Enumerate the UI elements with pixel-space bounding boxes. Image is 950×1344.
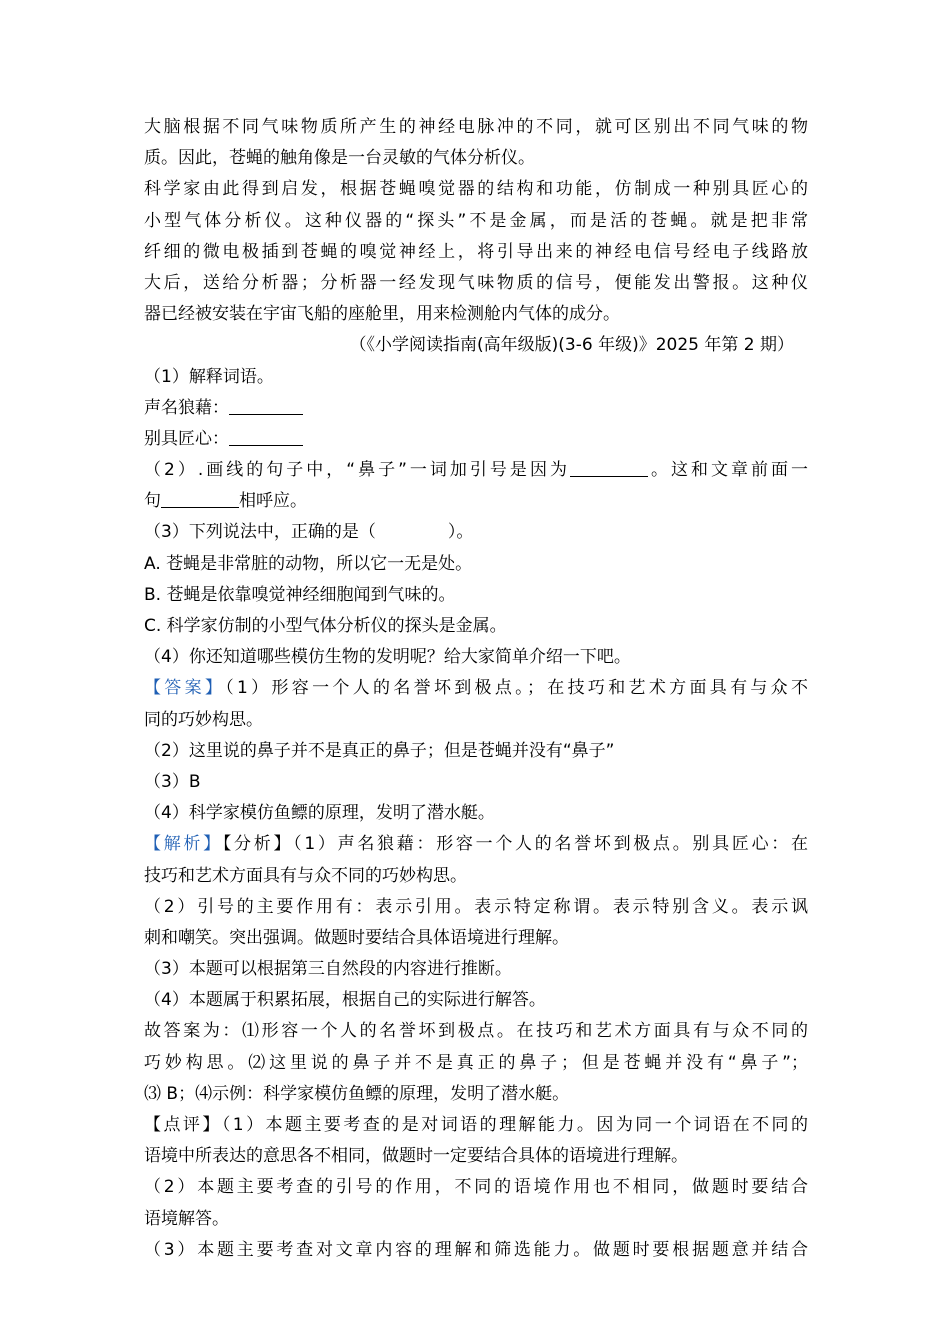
document-page [144,112,808,1266]
analysis-tag: 【解析】 [144,834,223,855]
analysis-line [144,829,808,860]
word-label: 声名狼藉： [144,397,229,418]
question-4: （4）你还知道哪些模仿生物的发明呢？给大家简单介绍一下吧。 [144,647,631,668]
question-text: 句 [144,491,161,512]
answer-line [144,673,808,704]
answer-line: （4）科学家模仿鱼鳔的原理，发明了潜水艇。 [144,803,495,824]
answer-text: （1）形容一个人的名誉坏到极点。；在技巧和艺术方面具有与众不 [225,678,808,699]
question-text: 相呼应。 [239,491,307,512]
question-3 [144,517,808,548]
passage-source: （《小学阅读指南(高年级版)(3-6 年级)》2025 年第 2 期） [349,335,794,356]
answer-blank[interactable] [229,396,303,415]
passage-line: 小型气体分析仪。这种仪器的“探头”不是金属，而是活的苍蝇。就是把非常 [144,210,808,231]
option-b: B. 苍蝇是依靠嗅觉神经细胞闻到气味的。 [144,584,456,605]
question-text: 。这和文章前面一 [647,460,808,481]
question-1-word-2 [144,424,808,455]
analysis-line: （4）本题属于积累拓展，根据自己的实际进行解答。 [144,990,546,1011]
passage-line: 大后，送给分析器；分析器一经发现气味物质的信号，便能发出警报。这种仪 [144,272,808,293]
option-c: C. 科学家仿制的小型气体分析仪的探头是金属。 [144,616,507,636]
answer-tag: 【答案】 [144,678,226,699]
analysis-line: 刺和嘲笑。突出强调。做题时要结合具体语境进行理解。 [144,927,569,948]
answer-line: 同的巧妙构思。 [144,709,263,730]
answer-line: （2）这里说的鼻子并不是真正的鼻子；但是苍蝇并没有“鼻子” [144,740,615,761]
question-1-word-1 [144,393,808,424]
comment-line: （3）本题主要考查对文章内容的理解和筛选能力。做题时要根据题意并结合 [144,1239,808,1260]
option-a: A. 苍蝇是非常脏的动物，所以它一无是处。 [144,553,473,574]
question-text: ）。 [447,522,474,543]
answer-blank[interactable] [161,489,239,508]
comment-line: 语境解答。 [144,1208,229,1229]
comment-line: 语境中所表达的意思各不相同，做题时一定要结合具体的语境进行理解。 [144,1146,688,1167]
question-1: （1）解释词语。 [144,366,274,387]
passage-line: 纤细的微电极插到苍蝇的嗅觉神经上，将引导出来的神经电信号经电子线路放 [144,241,808,262]
question-2-line-1 [144,455,808,486]
analysis-line: 故答案为：⑴形容一个人的名誉坏到极点。在技巧和艺术方面具有与众不同的 [144,1021,808,1042]
passage-line: 科学家由此得到启发，根据苍蝇嗅觉器的结构和功能，仿制成一种别具匠心的 [144,179,808,200]
answer-blank[interactable] [570,458,648,477]
analysis-line: （3）本题可以根据第三自然段的内容进行推断。 [144,959,512,980]
answer-blank[interactable] [229,427,303,446]
analysis-line: ⑶ B；⑷示例：科学家模仿鱼鳔的原理，发明了潜水艇。 [144,1083,570,1104]
passage-line: 大脑根据不同气味物质所产生的神经电脉冲的不同，就可区别出不同气味的物 [144,117,808,137]
word-label: 别具匠心： [144,428,229,449]
analysis-text: 【分析】（1）声名狼藉：形容一个人的名誉坏到极点。别具匠心：在 [222,834,808,855]
analysis-line: （2）引号的主要作用有：表示引用。表示特定称谓。表示特别含义。表示讽 [144,896,808,917]
answer-line: （3）B [144,771,201,792]
question-2-line-2 [144,486,808,517]
comment-line: （2）本题主要考查的引号的作用，不同的语境作用也不相同，做题时要结合 [144,1177,808,1198]
analysis-line: 巧妙构思。⑵这里说的鼻子并不是真正的鼻子；但是苍蝇并没有“鼻子”； [144,1052,808,1073]
question-text: （3）下列说法中，正确的是（ [144,522,376,543]
passage-line: 器已经被安装在宇宙飞船的座舱里，用来检测舱内气体的成分。 [144,304,620,325]
comment-line: 【点评】（1）本题主要考查的是对词语的理解能力。因为同一个词语在不同的 [144,1115,808,1135]
passage-line: 质。因此，苍蝇的触角像是一台灵敏的气体分析仪。 [144,148,535,169]
question-text: （2）.画线的句子中，“鼻子”一词加引号是因为 [144,460,570,481]
analysis-line: 技巧和艺术方面具有与众不同的巧妙构思。 [144,865,467,886]
